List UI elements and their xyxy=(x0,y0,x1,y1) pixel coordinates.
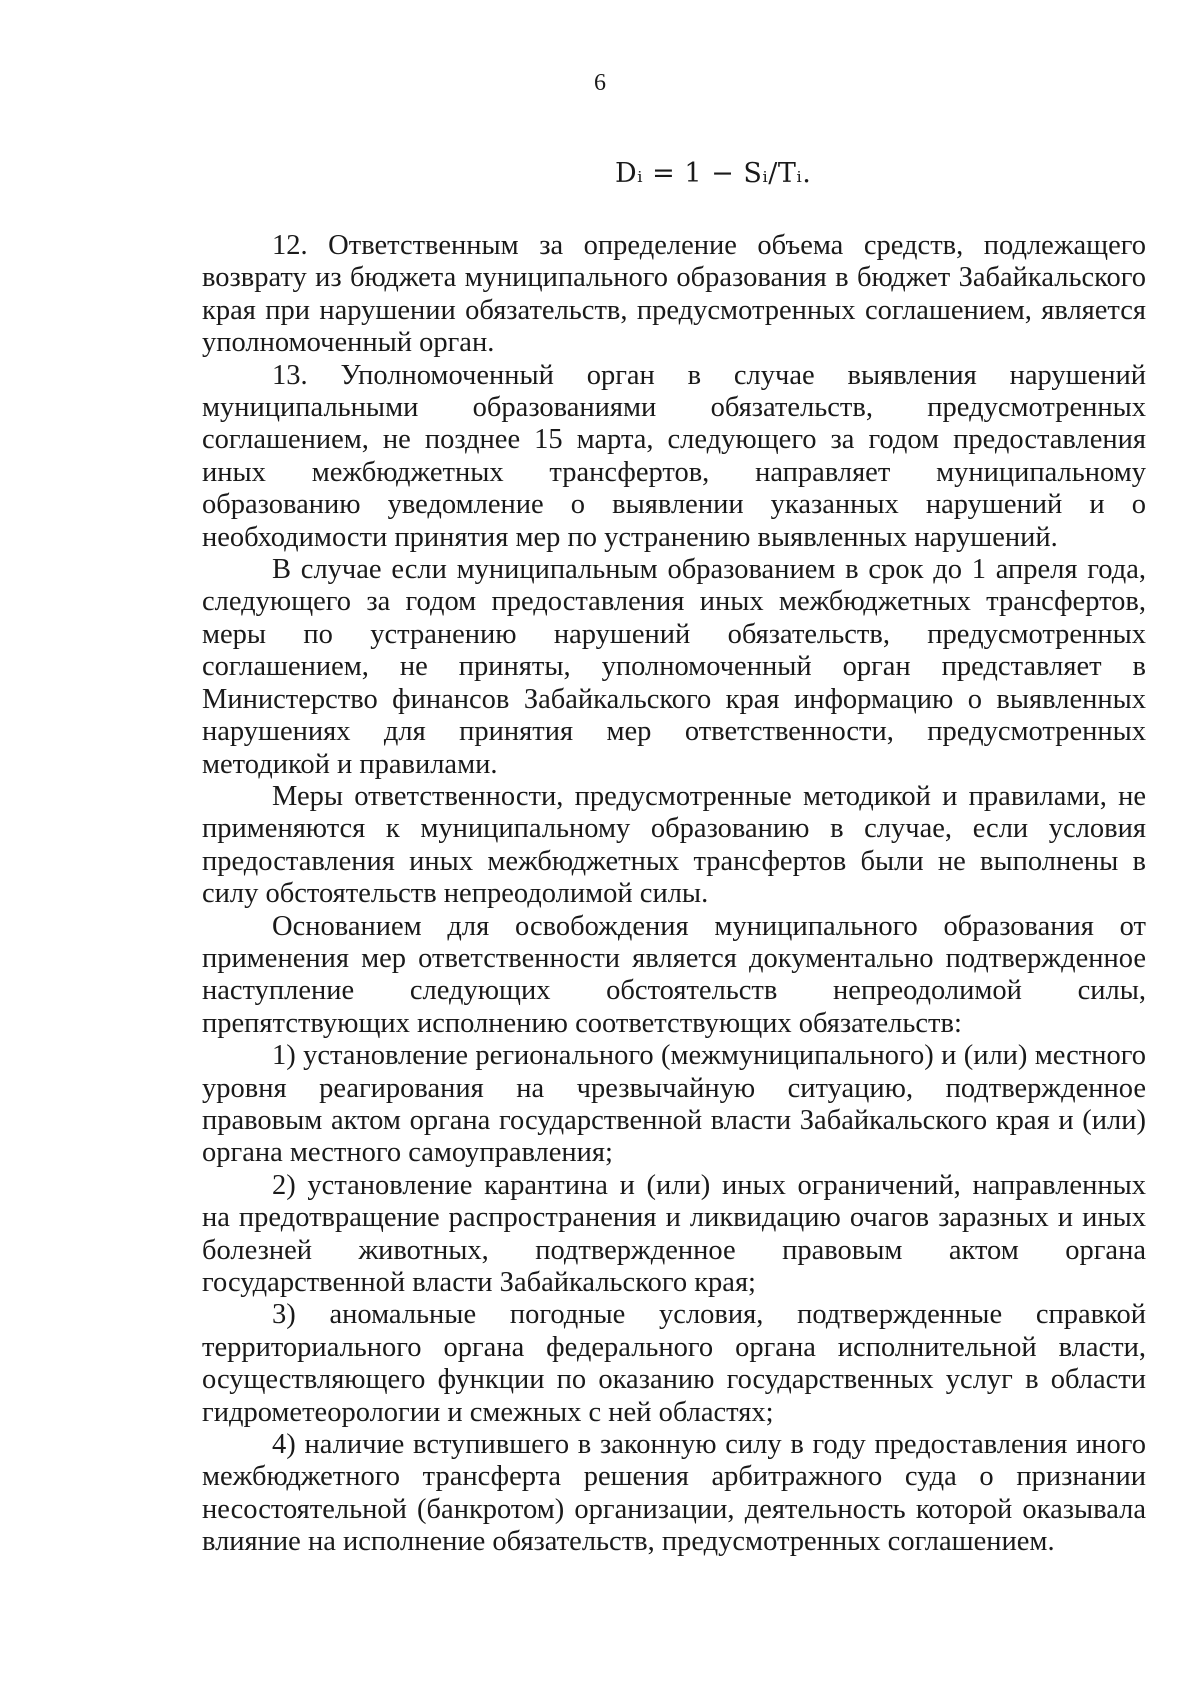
page-number: 6 xyxy=(594,70,606,96)
paragraph-exemption: Меры ответственности, предусмотренные методикой и правилами, не применяются к муниципальному образованию в случае, если условия предоставления иных межбюджетных трансфертов были не выполнены в силу обстоятельств непреодолимой силы. xyxy=(202,780,1146,910)
list-item-2: 2) установление карантина и (или) иных ограничений, направленных на предотвращение распространения и ликвидацию очагов заразных и иных болезней животных, подтвержденное правовым актом органа государственной власти Забайкальского края; xyxy=(202,1169,1146,1298)
formula: Dᵢ = 1 − Sᵢ/Tᵢ. xyxy=(615,158,812,189)
paragraph-basis: Основанием для освобождения муниципального образования от применения мер ответственности является документально подтвержденное наступление следующих обстоятельств непреодолимой силы, препятствующих исполнению соответствующих обязательств: xyxy=(202,910,1146,1039)
list-item-4: 4) наличие вступившего в законную силу в году предоставления иного межбюджетного трансферта решения арбитражного суда о признании несостоятельной (банкротом) организации, деятельность которой оказывала влияние на исполнение обязательств, предусмотренных соглашением. xyxy=(202,1429,1146,1558)
list-item-1: 1) установление регионального (межмуниципального) и (или) местного уровня реагирования на чрезвычайную ситуацию, подтвержденное правовым актом органа государственной власти Забайкальского края и (или) органа местного самоуправления; xyxy=(202,1040,1146,1169)
paragraph-deadline: В случае если муниципальным образованием в срок до 1 апреля года, следующего за годом предоставления иных межбюджетных трансфертов, меры по устранению нарушений обязательств, предусмотренных соглашением, не приняты, уполномоченный орган представляет в Министерство финансов Забайкальского края информацию о выявленных нарушениях для принятия мер ответственности, предусмотренных методикой и правилами. xyxy=(202,554,1146,780)
document-body xyxy=(202,230,1146,1559)
list-item-3: 3) аномальные погодные условия, подтвержденные справкой территориального органа федерального органа исполнительной власти, осуществляющего функции по оказанию государственных услуг в области гидрометеорологии и смежных с ней областях; xyxy=(202,1299,1146,1428)
paragraph-13: 13. Уполномоченный орган в случае выявления нарушений муниципальными образованиями обязательств, предусмотренных соглашением, не позднее 15 марта, следующего за годом предоставления иных межбюджетных трансфертов, направляет муниципальному образованию уведомление о выявлении указанных нарушений и о необходимости принятия мер по устранению выявленных нарушений. xyxy=(202,359,1146,553)
paragraph-12: 12. Ответственным за определение объема средств, подлежащего возврату из бюджета муниципального образования в бюджет Забайкальского края при нарушении обязательств, предусмотренных соглашением, является уполномоченный орган. xyxy=(202,230,1146,359)
